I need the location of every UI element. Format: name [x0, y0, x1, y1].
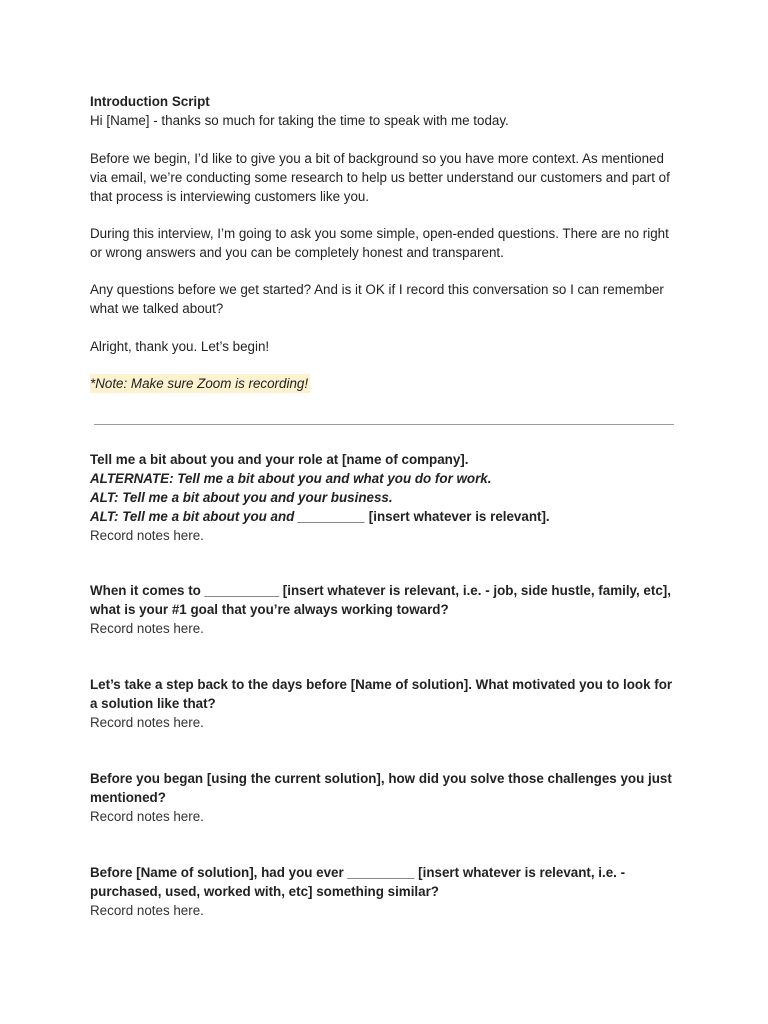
question-3-text: Let’s take a step back to the days before [Name of solution]. What motivated you to look for a solution like that?	[90, 677, 673, 711]
intro-during-block	[90, 224, 680, 262]
question-block-4	[90, 769, 680, 826]
question-5-notes: Record notes here.	[90, 903, 204, 918]
question-1-alt-relevant-italic: ALT: Tell me a bit about you and _________	[90, 509, 369, 524]
question-block-3	[90, 675, 680, 732]
question-block-1	[90, 450, 680, 545]
intro-questions: Any questions before we get started? And is it OK if I record this conversation so I can remember what we talked about?	[90, 282, 664, 316]
intro-section	[90, 92, 680, 130]
question-1-alt-relevant	[90, 507, 680, 526]
question-2-text: When it comes to __________ [insert whatever is relevant, i.e. - job, side hustle, family, etc], what is your #1 goal that you’re always working toward?	[90, 583, 671, 617]
question-4-notes: Record notes here.	[90, 809, 204, 824]
question-block-2	[90, 581, 680, 638]
question-3-notes: Record notes here.	[90, 715, 204, 730]
recording-note: *Note: Make sure Zoom is recording!	[90, 376, 309, 391]
intro-title: Introduction Script	[90, 94, 210, 109]
intro-background-block	[90, 149, 680, 206]
question-1-notes: Record notes here.	[90, 528, 204, 543]
intro-begin: Alright, thank you. Let’s begin!	[90, 339, 270, 354]
intro-begin-block	[90, 337, 680, 356]
question-4-text: Before you began [using the current solution], how did you solve those challenges you just mentioned?	[90, 771, 672, 805]
intro-background: Before we begin, I’d like to give you a bit of background so you have more context. As mentioned via email, we’re conducting some research to help us better understand our customers and part of that process is interviewing customers like you.	[90, 151, 670, 204]
question-1-alternate: ALTERNATE: Tell me a bit about you and what you do for work.	[90, 471, 492, 486]
section-divider	[94, 424, 674, 425]
intro-during: During this interview, I’m going to ask you some simple, open-ended questions. There are no right or wrong answers and you can be completely honest and transparent.	[90, 226, 669, 260]
question-1-alt-business: ALT: Tell me a bit about you and your business.	[90, 490, 393, 505]
intro-questions-block	[90, 280, 680, 318]
intro-greeting: Hi [Name] - thanks so much for taking the time to speak with me today.	[90, 113, 509, 128]
question-5-text: Before [Name of solution], had you ever _________ [insert whatever is relevant, i.e. - purchased, used, worked with, etc] something similar?	[90, 865, 626, 899]
question-2-notes: Record notes here.	[90, 621, 204, 636]
question-1-main: Tell me a bit about you and your role at [name of company].	[90, 452, 469, 467]
intro-note-block	[90, 374, 680, 393]
question-block-5	[90, 863, 680, 920]
question-1-alt-relevant-tail: [insert whatever is relevant].	[368, 509, 550, 524]
